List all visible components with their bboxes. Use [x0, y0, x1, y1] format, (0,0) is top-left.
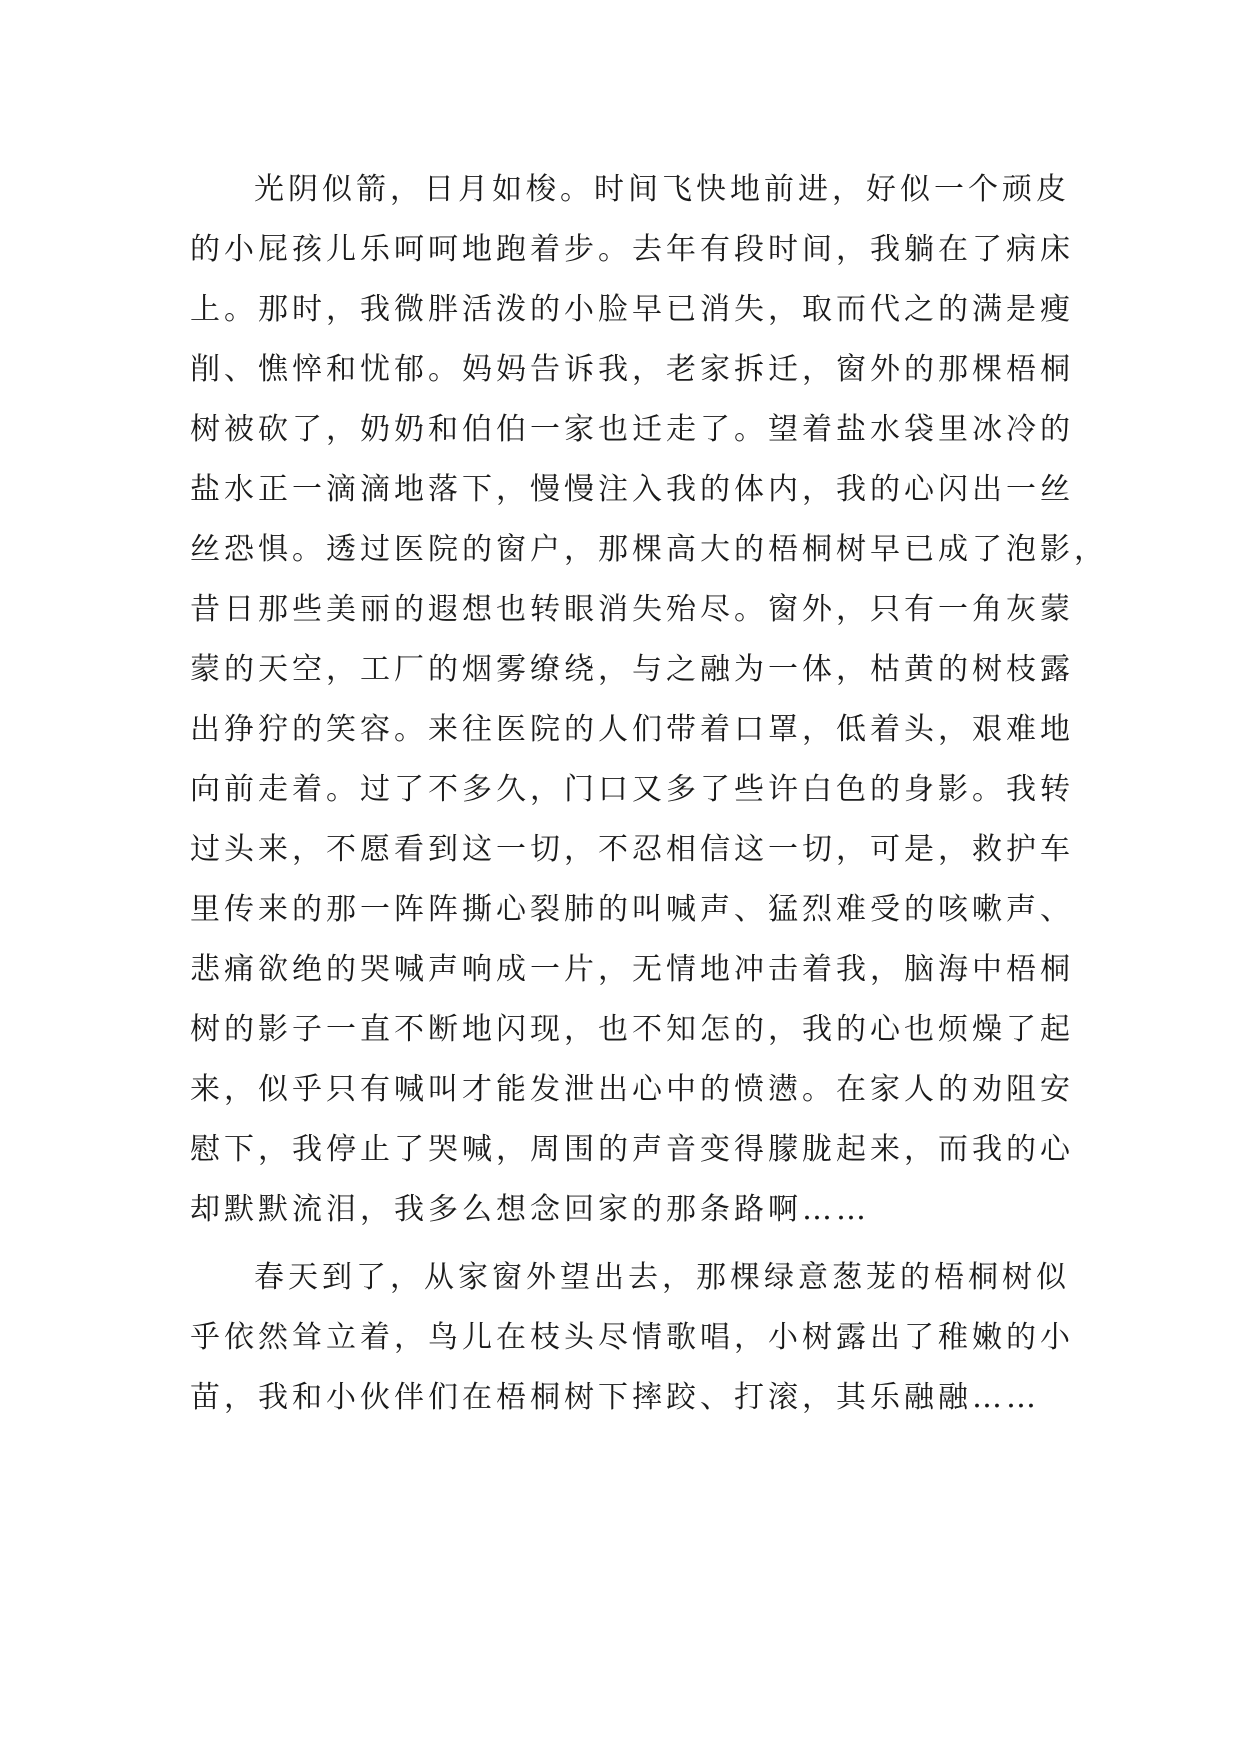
- paragraph-spacer: [190, 1240, 1050, 1248]
- paragraph-line: 苗，我和小伙伴们在梧桐树下摔跤、打滚，其乐融融……: [190, 1380, 1040, 1415]
- paragraph-line: 来，似乎只有喊叫才能发泄出心中的愤懑。在家人的劝阻安: [190, 1072, 1074, 1107]
- paragraph-line: 树被砍了，奶奶和伯伯一家也迁走了。望着盐水袋里冰冷的: [190, 412, 1074, 447]
- paragraph-line: 蒙的天空，工厂的烟雾缭绕，与之融为一体，枯黄的树枝露: [190, 652, 1074, 687]
- paragraph-line: 慰下，我停止了哭喊，周围的声音变得朦胧起来，而我的心: [190, 1132, 1074, 1167]
- paragraph-line: 光阴似箭，日月如梭。时间飞快地前进，好似一个顽皮: [254, 172, 1070, 207]
- paragraph-line: 丝恐惧。透过医院的窗户，那棵高大的梧桐树早已成了泡影，: [190, 532, 1108, 567]
- paragraph-line: 昔日那些美丽的遐想也转眼消失殆尽。窗外，只有一角灰蒙: [190, 592, 1074, 627]
- paragraph-line: 上。那时，我微胖活泼的小脸早已消失，取而代之的满是瘦: [190, 292, 1074, 327]
- paragraph-line: 乎依然耸立着，鸟儿在枝头尽情歌唱，小树露出了稚嫩的小: [190, 1320, 1074, 1355]
- paragraph-line: 里传来的那一阵阵撕心裂肺的叫喊声、猛烈难受的咳嗽声、: [190, 892, 1074, 927]
- paragraph-line: 树的影子一直不断地闪现，也不知怎的，我的心也烦燥了起: [190, 1012, 1074, 1047]
- paragraph-line: 的小屁孩儿乐呵呵地跑着步。去年有段时间，我躺在了病床: [190, 232, 1074, 267]
- paragraph-line: 出狰狞的笑容。来往医院的人们带着口罩，低着头，艰难地: [190, 712, 1074, 747]
- paragraph-line: 悲痛欲绝的哭喊声响成一片，无情地冲击着我，脑海中梧桐: [190, 952, 1074, 987]
- paragraph-line: 却默默流泪，我多么想念回家的那条路啊……: [190, 1192, 870, 1227]
- paragraph-line: 盐水正一滴滴地落下，慢慢注入我的体内，我的心闪出一丝: [190, 472, 1074, 507]
- paragraph-line: 向前走着。过了不多久，门口又多了些许白色的身影。我转: [190, 772, 1074, 807]
- paragraph-line: 削、憔悴和忧郁。妈妈告诉我，老家拆迁，窗外的那棵梧桐: [190, 352, 1074, 387]
- paragraph-1: [190, 160, 1108, 1240]
- paragraph-line: 春天到了，从家窗外望出去，那棵绿意葱茏的梧桐树似: [254, 1260, 1070, 1295]
- paragraph-2: [190, 1248, 1074, 1428]
- document-body: [190, 160, 1108, 1428]
- paragraph-line: 过头来，不愿看到这一切，不忍相信这一切，可是，救护车: [190, 832, 1074, 867]
